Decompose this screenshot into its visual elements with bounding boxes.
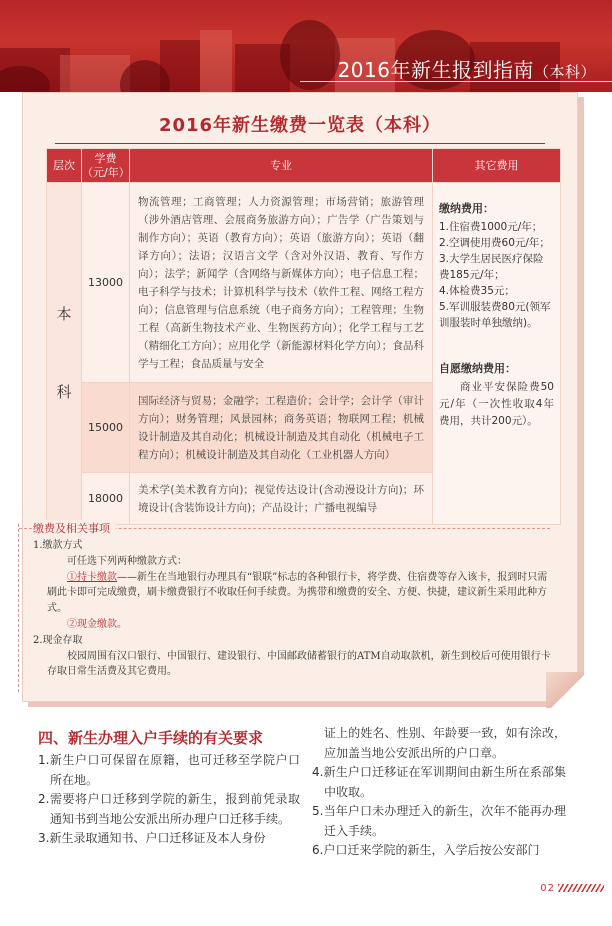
list-item: 6.户口迁来学院的新生，入学后按公安部门 <box>312 843 540 857</box>
header-other: 其它费用 <box>433 149 561 183</box>
card-payment-label: ①持卡缴款 <box>67 571 117 583</box>
table-header-row <box>47 149 561 183</box>
notes-body <box>33 538 553 680</box>
notes-atm-text: 校园周围有汉口银行、中国银行、建设银行、中国邮政储蓄银行的ATM自动取款机，新生到校后可使用银行卡存取日常生活费及其它费用。 <box>47 650 551 678</box>
banner-title <box>338 54 596 83</box>
banner-title-main: 2016年新生报到指南 <box>337 58 534 82</box>
notes-card-payment <box>33 570 553 617</box>
required-fee-item: 5.军训服装费80元(领军训服装时单独缴纳)。 <box>439 301 551 329</box>
list-item: 2.需要将户口迁移到学院的新生，报到前凭录取通知书到当地公安派出所办理户口迁移手续。 <box>38 792 300 826</box>
optional-fee-text: 商业平安保险费50元/年（一次性收取4年费用，共计200元）。 <box>439 381 554 427</box>
list-item: 5.当年户口未办理迁入的新生，次年不能再办理迁入手续。 <box>312 804 566 838</box>
level-cell <box>47 183 82 525</box>
hatch-decoration <box>558 884 604 892</box>
list-item-continuation: 证上的姓名、性别、年龄要一致，如有涂改，应加盖当地公安派出所的户口章。 <box>324 726 566 760</box>
card-title-rule <box>55 143 545 144</box>
header-fee: 学费（元/年） <box>82 149 130 183</box>
major-cell: 美术学(美术教育方向)；视觉传达设计(含动漫设计方向)；环境设计(含装饰设计方向)；产品设计；广播电视编导 <box>130 473 433 525</box>
required-fee-item: 1.住宿费1000元/年； <box>439 221 543 233</box>
page-curl-decoration <box>546 672 584 708</box>
required-fees-title: 缴纳费用： <box>439 202 494 215</box>
level-label: 本 科 <box>56 305 72 401</box>
fee-cell: 13000 <box>82 183 130 383</box>
major-cell: 物流管理；工商管理；人力资源管理；市场营销；旅游管理（涉外酒店管理、会展商务旅游方向）；广告学（广告策划与制作方向）；英语（教育方向）；英语（旅游方向）；英语（翻译方向）；法语；汉语言文学（含对外汉语、教育、写作方向）；法学；新闻学（含网络与新媒体方向）；电子信息工程；电子科学与技术；计算机科学与技术（软件工程、网络工程方向）；信息管理与信息系统（电子商务方向）；工程管理；生物工程（高新生物技术产业、生物医药方向）；化学工程与工艺（精细化工方向）；应用化学（新能源材料化学方向）；食品科学与工程；食品质量与安全 <box>130 183 433 383</box>
list-item: 4.新生户口迁移证在军训期间由新生所在系部集中收取。 <box>312 765 566 799</box>
page-number-text: 02 <box>540 883 555 894</box>
page-number <box>540 883 604 894</box>
fee-table <box>46 148 561 525</box>
left-column <box>38 751 300 849</box>
required-fee-item: 4.体检费35元； <box>439 285 515 297</box>
payment-notes <box>18 524 560 692</box>
banner-tree <box>280 20 340 90</box>
fee-cell: 18000 <box>82 473 130 525</box>
notes-cash-payment: ②现金缴款。 <box>67 618 127 630</box>
section-title: 四、新生办理入户手续的有关要求 <box>38 729 264 747</box>
card-payment-text: ——新生在当地银行办理具有“银联”标志的各种银行卡，将学费、住宿费等存入该卡，报到时只需刷此卡即可完成缴费，刷卡缴费银行不收取任何手续费。为携带和缴费的安全、方便、快捷，建议新生采用此种方式。 <box>47 571 548 615</box>
header-level: 层次 <box>47 149 82 183</box>
card-title: 2016年新生缴费一览表（本科） <box>158 115 442 136</box>
header-major: 专业 <box>130 149 433 183</box>
notes-item-title: 1.缴款方式 <box>33 540 83 551</box>
major-cell: 国际经济与贸易；金融学；工程造价；会计学；会计学（审计方向）；财务管理；风景园林；商务英语；物联网工程；机械设计制造及其自动化；机械设计制造及其自动化（机械电子工程方向）；机械设计制造及其自动化（工业机器人方向） <box>130 383 433 473</box>
notes-heading: 缴费及相关事项 <box>33 520 116 536</box>
table-row <box>47 183 561 383</box>
optional-fees-title: 自愿缴纳费用： <box>439 362 516 375</box>
list-item: 1.新生户口可保留在原籍，也可迁移至学院户口所在地。 <box>38 753 300 787</box>
notes-intro: 可任选下列两种缴款方式： <box>67 555 187 567</box>
notes-item-title: 2.现金存取 <box>33 634 83 646</box>
header-banner <box>0 0 612 92</box>
right-column <box>312 724 566 861</box>
required-fee-item: 2.空调使用费60元/年； <box>439 237 550 249</box>
required-fee-item: 3.大学生居民医疗保险费185元/年； <box>439 253 544 281</box>
banner-building <box>200 30 232 92</box>
list-item: 3.新生录取通知书、户口迁移证及本人身份 <box>38 831 266 845</box>
other-fees-cell <box>433 183 561 525</box>
spacer <box>439 331 554 361</box>
banner-title-sub: （本科） <box>533 63 596 81</box>
fee-cell: 15000 <box>82 383 130 473</box>
